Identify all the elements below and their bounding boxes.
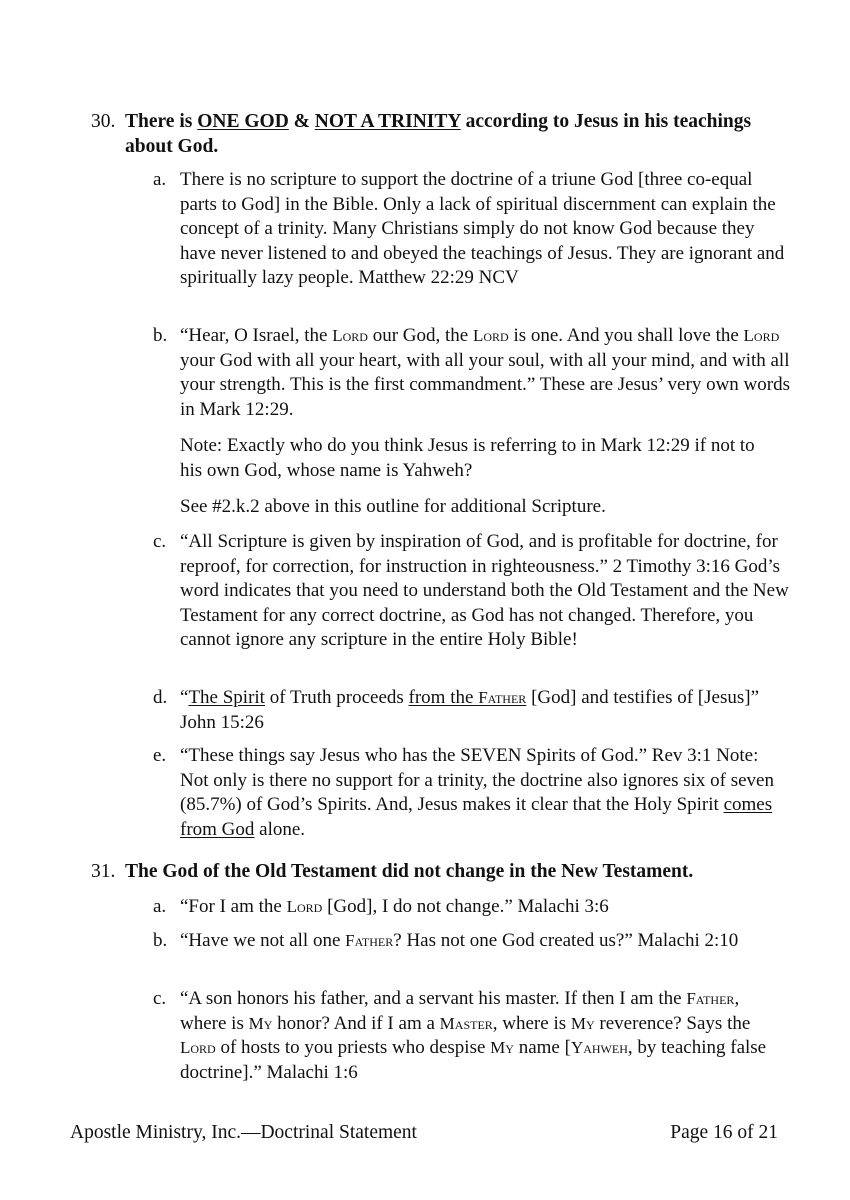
heading-text: &	[288, 111, 315, 132]
footer-left: Apostle Ministry, Inc.—Doctrinal Statement	[70, 1122, 417, 1143]
small-caps-my: My	[490, 1038, 514, 1057]
page-number: Page 16 of 21	[670, 1122, 778, 1143]
item-label: a.	[153, 169, 167, 190]
small-caps-lord: Lord	[472, 326, 509, 345]
heading-underlined-not-trinity: NOT A TRINITY	[314, 111, 461, 132]
heading-text: The God of the Old Testament did not change in the New Testament.	[125, 861, 694, 882]
item-label: b.	[153, 325, 168, 346]
underlined-comes-from-god: comes from God	[180, 794, 773, 840]
note-paragraph: Note: Exactly who do you think Jesus is referring to in Mark 12:29 if not to his own God, whose name is Yahweh?	[180, 435, 755, 481]
item-text: “All Scripture is given by inspiration of God, and is profitable for doctrine, for reproof, for correction, for instruction in righteousness.” 2 Timothy 3:16 God’s word indicates that you need to understand both the Old Testament and the New Testament for any correct doctrine, as God has not changed. Therefore, you cannot ignore any scripture in the entire Holy Bible!	[180, 531, 789, 650]
small-caps-father: Father	[686, 989, 735, 1008]
small-caps-lord: Lord	[286, 897, 323, 916]
item-text: There is no scripture to support the doctrine of a triune God [three co-equal parts to God] in the Bible. Only a lack of spiritual discernment can explain the concept of a trinity. Many Christians simply do not know God because they have never listened to and obeyed the teachings of Jesus. They are ignorant and spiritually lazy people. Matthew 22:29 NCV	[180, 169, 785, 288]
item-text: “A son honors his father, and a servant his master. If then I am the Father, where is My honor? And if I am a Master, where is My reverence? Says the Lord of hosts to you priests who despise My name [Yahweh, by teaching false doctrine].” Malachi 1:6	[180, 988, 767, 1083]
small-caps-lord: Lord	[743, 326, 780, 345]
item-label: e.	[153, 745, 167, 766]
item-text: “Have we not all one Father? Has not one God created us?” Malachi 2:10	[180, 930, 739, 951]
small-caps-my: My	[248, 1013, 273, 1033]
item-text: “These things say Jesus who has the SEVEN Spirits of God.” Rev 3:1 Note: Not only is there no support for a trinity, the doctrine also ignores six of seven (85.7%) of God’s Spirits. And, Jesus makes it clear that the Holy Spirit comes from God alone.	[180, 745, 774, 840]
item-label: d.	[153, 687, 168, 708]
item-text: “For I am the Lord [God], I do not change.” Malachi 3:6	[180, 896, 609, 917]
small-caps-master: Master	[439, 1013, 493, 1033]
small-caps-father: Father	[345, 931, 394, 950]
item-label: b.	[153, 930, 168, 951]
item-text: “Hear, O Israel, the Lord our God, the Lord is one. And you shall love the Lord your God with all your heart, with all your soul, with all your mind, and with all your strength. This is the first commandment.” These are Jesus’ very own words in Mark 12:29.	[180, 325, 790, 420]
small-caps-lord: Lord	[332, 326, 368, 345]
heading-underlined-one-god: ONE GOD	[197, 111, 289, 132]
section-number: 30.	[91, 111, 116, 132]
see-also-paragraph: See #2.k.2 above in this outline for additional Scripture.	[180, 496, 606, 517]
small-caps-my: My	[570, 1013, 595, 1033]
item-label: c.	[153, 531, 167, 552]
section-number: 31.	[91, 861, 116, 882]
heading-text: There is	[125, 111, 198, 132]
underlined-from-the-father: from the Father	[408, 687, 527, 708]
small-caps-yahweh: Yahweh	[570, 1038, 628, 1057]
small-caps-lord: Lord	[180, 1038, 216, 1057]
item-label: c.	[153, 988, 167, 1009]
underlined-the-spirit: The Spirit	[188, 687, 265, 708]
item-label: a.	[153, 896, 167, 917]
item-text: “The Spirit of Truth proceeds from the Father [God] and testifies of [Jesus]” John 15:26	[180, 687, 759, 733]
heading-text: according to Jesus in his teachings about God.	[125, 111, 752, 157]
